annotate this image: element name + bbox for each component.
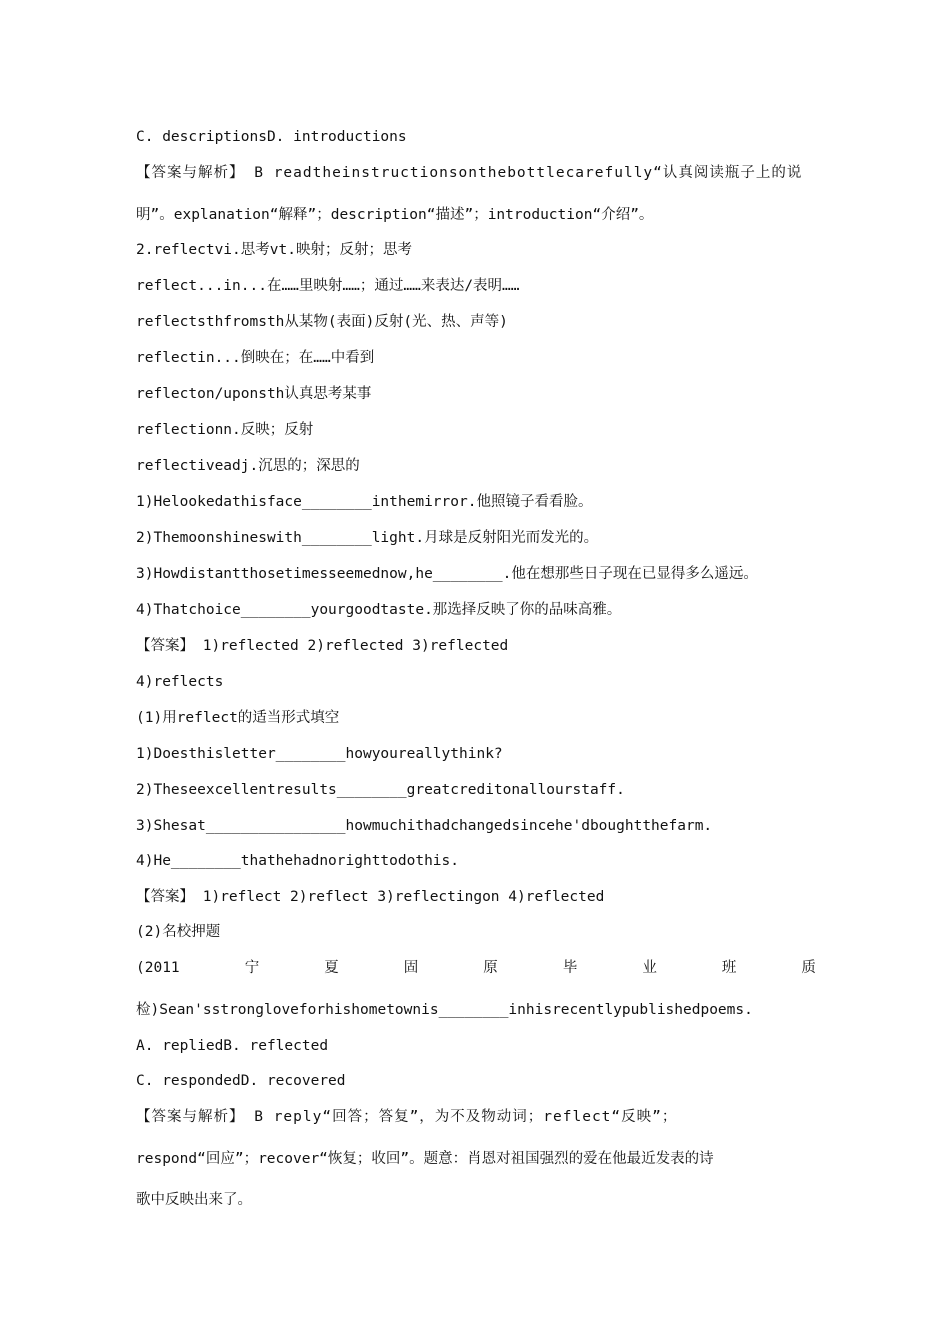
justified-source-line [136, 958, 816, 978]
exercise-line: 1)Doesthisletter________howyoureallythink? [136, 746, 503, 762]
exercise-line: 3)Howdistantthosetimesseemednow,he________.他在想那些日子现在已显得多么遥远。 [136, 566, 758, 582]
answer-analysis-line: 【答案与解析】 B readtheinstructionsonthebottlecarefully“认真阅读瓶子上的说 [136, 165, 803, 181]
option-line: C. respondedD. recovered [136, 1073, 346, 1089]
exercise-line: 3)Shesat________________howmuchithadchangedsincehe'dboughtthefarm. [136, 818, 713, 834]
text-line: reflecton/uponsth认真思考某事 [136, 386, 372, 402]
option-line: A. repliedB. reflected [136, 1038, 329, 1054]
text-line: reflectin...倒映在；在……中看到 [136, 350, 375, 366]
section-heading: (2)名校押题 [136, 924, 221, 940]
text-line: 歌中反映出来了。 [136, 1192, 252, 1208]
exercise-line: 4)He________thathehadnorighttodothis. [136, 853, 460, 869]
spread-token: 质 [801, 960, 816, 976]
answer-line: 【答案】 1)reflect 2)reflect 3)reflectingon 4)reflected [136, 889, 605, 905]
spread-token: 固 [403, 960, 419, 976]
text-line: reflectsthfromsth从某物(表面)反射(光、热、声等) [136, 314, 508, 330]
text-line: reflect...in...在……里映射……；通过……来表达/表明…… [136, 278, 520, 294]
text-line: respond“回应”；recover“恢复；收回”。题意：肖恩对祖国强烈的爱在他最近发表的诗 [136, 1151, 714, 1167]
exercise-line: 2)Theseexcellentresults________greatcreditonallourstaff. [136, 782, 625, 798]
text-line: 明”。explanation“解释”；description“描述”；introduction“介绍”。 [136, 207, 654, 223]
exercise-line: 检)Sean'sstrongloveforhishometownis________inhisrecentlypublishedpoems. [136, 1002, 753, 1018]
text-line: reflectiveadj.沉思的；深思的 [136, 458, 360, 474]
spread-token: 业 [642, 960, 657, 976]
answer-line: 【答案】 1)reflected 2)reflected 3)reflected [136, 638, 509, 654]
spread-token: 原 [483, 960, 498, 976]
spread-token: 毕 [562, 960, 578, 976]
spread-token: 夏 [324, 960, 339, 976]
spread-token: 班 [721, 960, 737, 976]
spread-token: (2011 [136, 960, 180, 976]
text-line: reflectionn.反映；反射 [136, 422, 314, 438]
text-line: 2.reflectvi.思考vt.映射；反射；思考 [136, 242, 412, 258]
section-heading: (1)用reflect的适当形式填空 [136, 710, 340, 726]
exercise-line: 4)Thatchoice________yourgoodtaste.那选择反映了你的品味高雅。 [136, 602, 622, 618]
exercise-line: 1)Helookedathisface________inthemirror.他照镜子看看脸。 [136, 494, 593, 510]
exercise-line: 2)Themoonshineswith________light.月球是反射阳光而发光的。 [136, 530, 599, 546]
answer-line: 4)reflects [136, 674, 224, 690]
spread-token: 宁 [244, 960, 260, 976]
text-line: C. descriptionsD. introductions [136, 129, 407, 145]
answer-analysis-line: 【答案与解析】 B reply“回答；答复”，为不及物动词；reflect“反映”； [136, 1109, 678, 1125]
